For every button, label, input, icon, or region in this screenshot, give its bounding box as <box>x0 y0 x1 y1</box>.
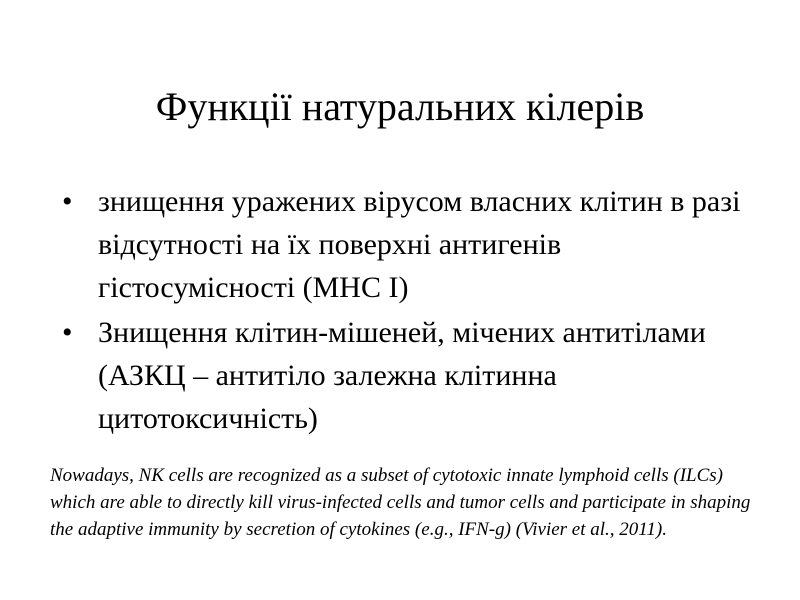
bullet-list <box>62 180 752 442</box>
bullet-marker: • <box>62 316 73 349</box>
bullet-text: знищення уражених вірусом власних клітин в разі відсутності на їх поверхні антигенів гістосумісності (МНС І) <box>98 185 741 304</box>
bullet-text: Знищення клітин-мішеней, мічених антитілами (АЗКЦ – антитіло залежна клітинна цитотоксичність) <box>98 316 706 435</box>
bullet-marker: • <box>62 185 73 218</box>
bullet-item-1 <box>62 180 752 309</box>
slide-title: Функції натуральних кілерів <box>155 84 645 129</box>
bullet-item-2 <box>62 311 752 440</box>
footnote-text: Nowadays, NK cells are recognized as a subset of cytotoxic innate lymphoid cells (ILCs) which are able to directly kill virus-infected cells and tumor cells and participate in shaping the adaptive immunity by secretion of cytokines (e.g., IFN-g) (Vivier et al., 2011). <box>50 465 751 540</box>
